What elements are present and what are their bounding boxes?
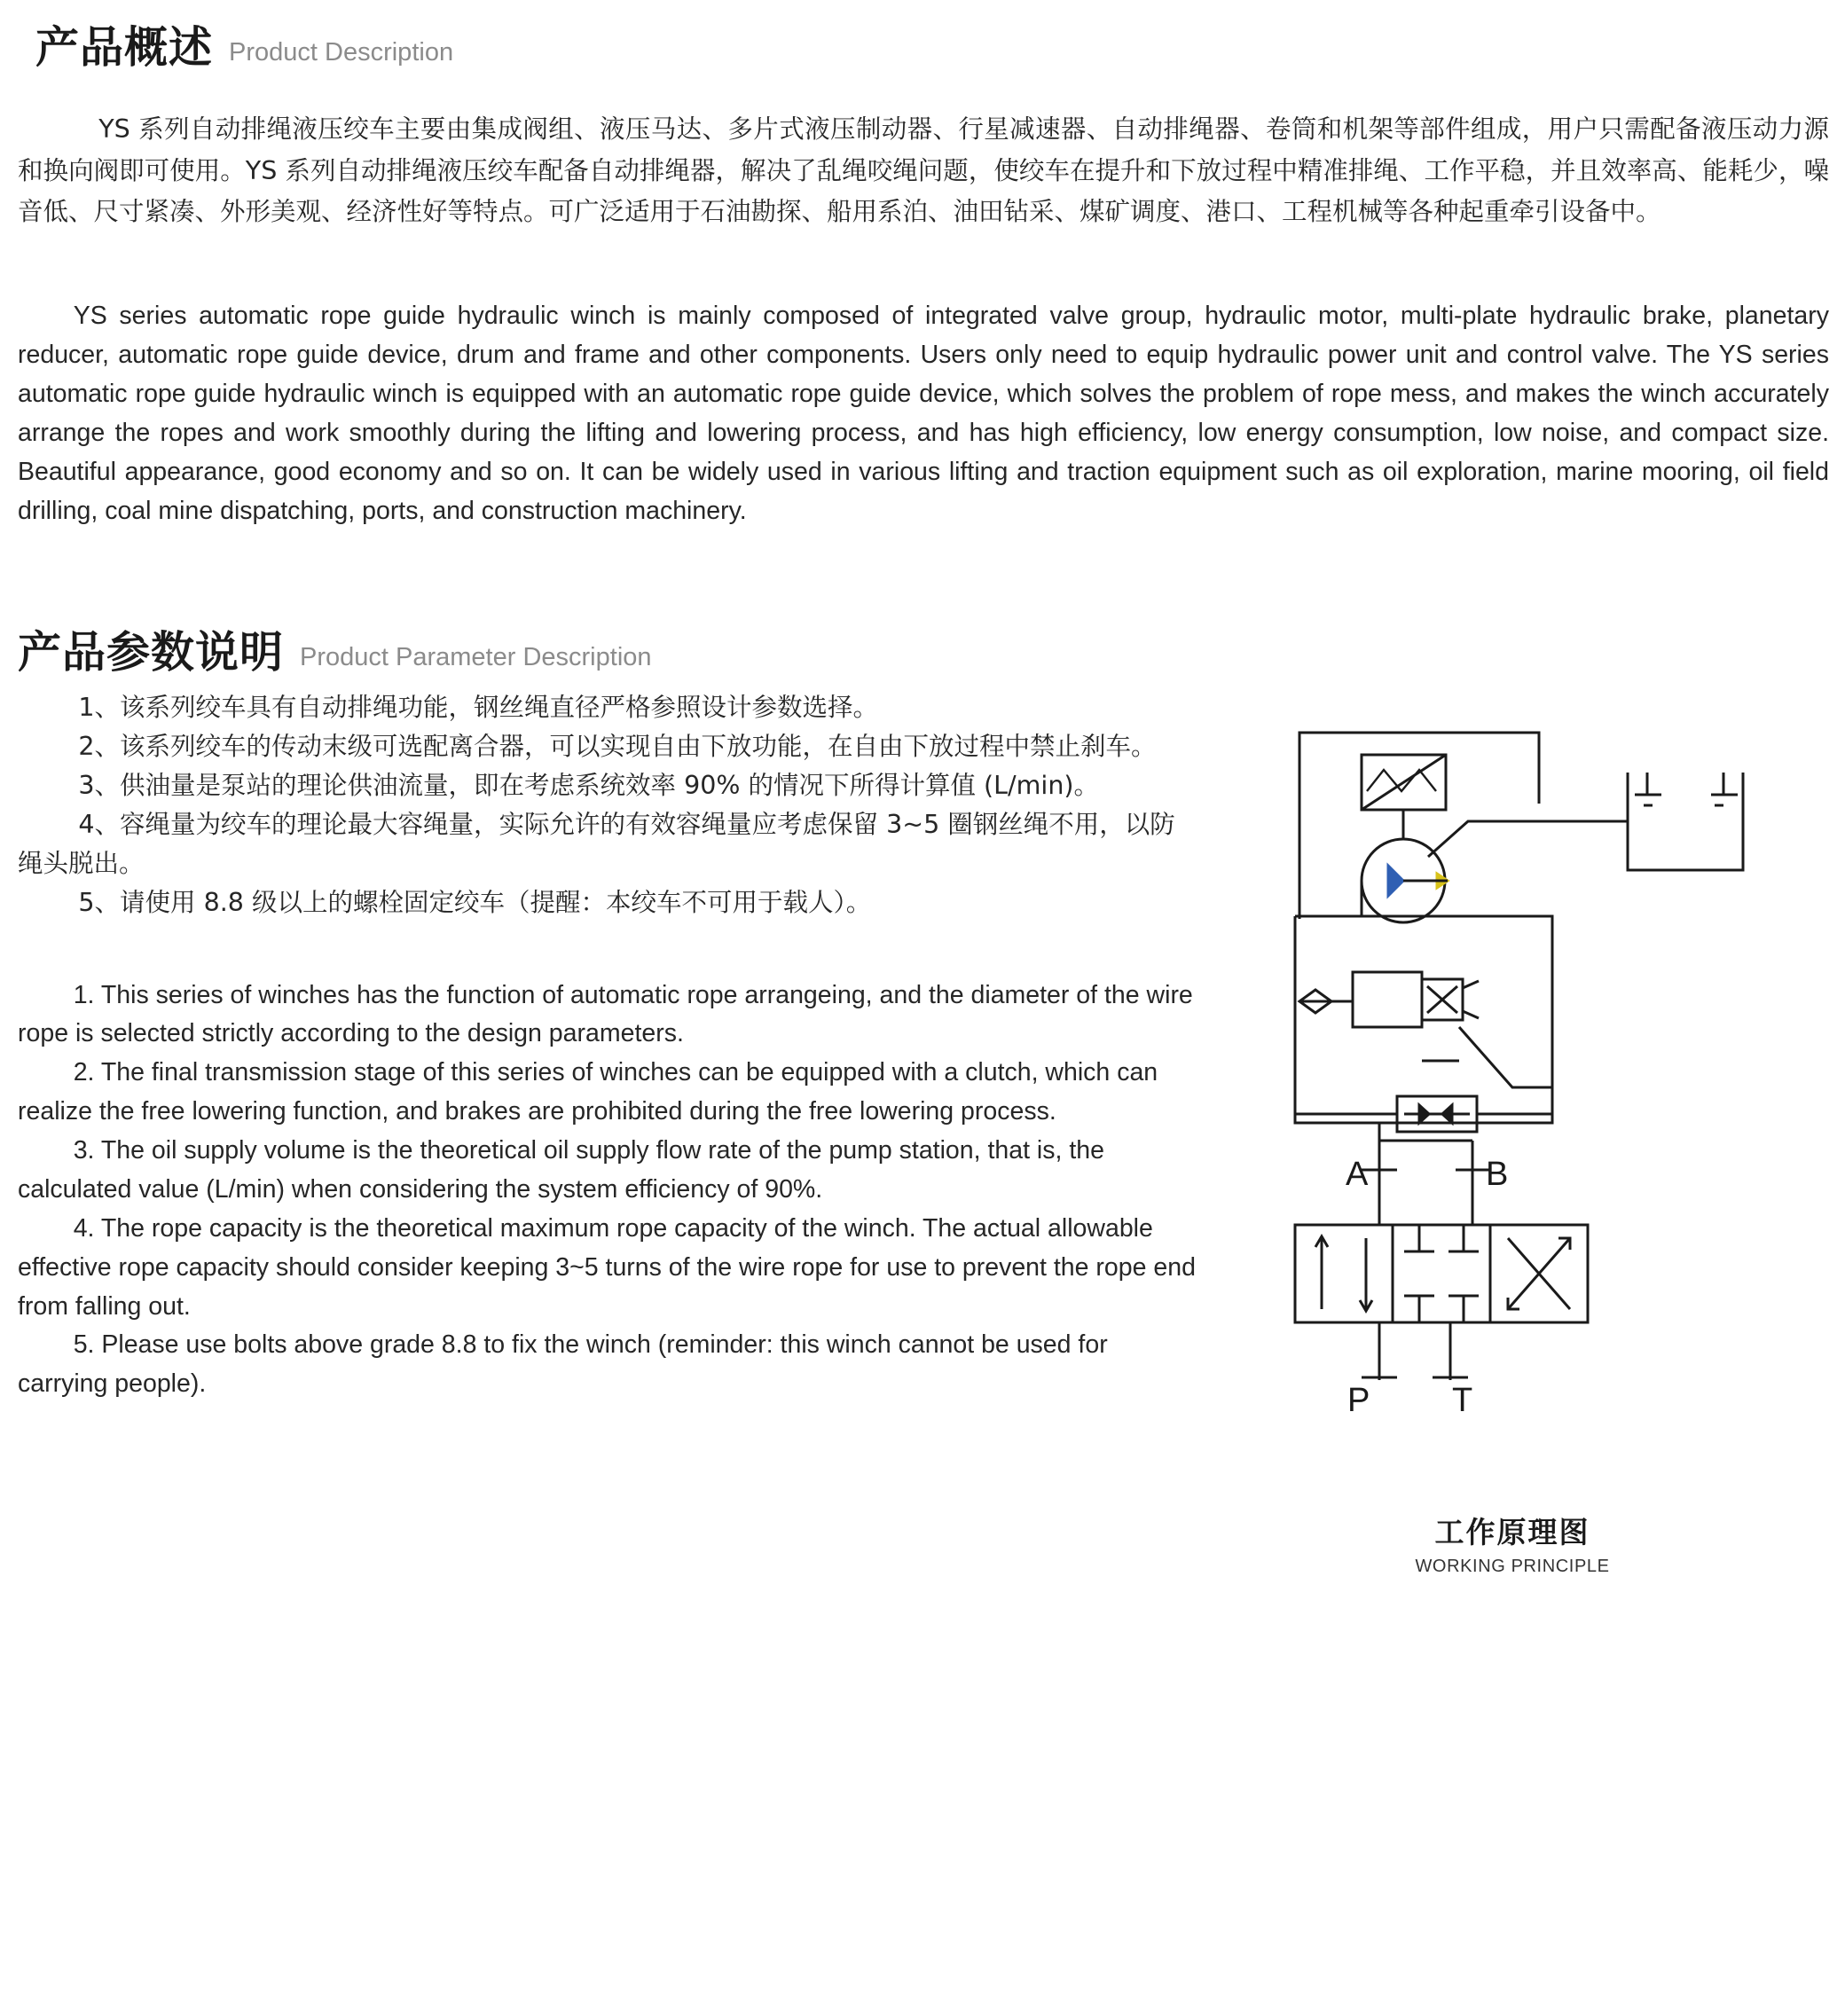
- parameter-list-cn: [18, 688, 1197, 923]
- port-label-p: P: [1347, 1381, 1370, 1419]
- list-item: 5. Please use bolts above grade 8.8 to fix the winch (reminder: this winch cannot be used for carrying people).: [18, 1330, 1108, 1399]
- schematic-column: [1197, 688, 1827, 1577]
- parameters-content-columns: [0, 688, 1845, 1577]
- list-item: 1. This series of winches has the function of automatic rope arrangeing, and the diameter of the wire rope is selected strictly according to the design parameters.: [18, 980, 1193, 1048]
- list-item: 2、该系列绞车的传动末级可选配离合器，可以实现自由下放功能，在自由下放过程中禁止刹车。: [78, 731, 1157, 761]
- parameters-text-column: [18, 688, 1197, 1405]
- product-description-paragraph-cn: YS 系列自动排绳液压绞车主要由集成阀组、液压马达、多片式液压制动器、行星减速器、自动排绳器、卷筒和机架等部件组成，用户只需配备液压动力源和换向阀即可使用。YS 系列自动排绳液压绞车配备自动排绳器，解决了乱绳咬绳问题，使绞车在提升和下放过程中精准排绳、工作平稳，并且效率高、能耗少，噪音低、尺寸紧凑、外形美观、经济性好等特点。可广泛适用于石油勘探、船用系泊、油田钻采、煤矿调度、港口、工程机械等各种起重牵引设备中。: [18, 114, 1829, 226]
- section-title-en: Product Description: [229, 37, 454, 67]
- section-heading-product-description: [18, 22, 1829, 73]
- parameter-list-en: [18, 977, 1197, 1405]
- figure-caption-cn: 工作原理图: [1434, 1514, 1590, 1549]
- list-item: 3. The oil supply volume is the theoretical oil supply flow rate of the pump station, that is, the calculated value (L/min) when considering the system efficiency of 90%.: [18, 1136, 1104, 1204]
- list-item: 3、供油量是泵站的理论供油流量，即在考虑系统效率 90% 的情况下所得计算值 (L/min)。: [78, 770, 1100, 800]
- list-item: 1、该系列绞车具有自动排绳功能，钢丝绳直径严格参照设计参数选择。: [78, 692, 879, 722]
- document-page: [0, 22, 1845, 2016]
- hydraulic-schematic-diagram: [1246, 706, 1778, 1487]
- product-description-paragraph-en: YS series automatic rope guide hydraulic winch is mainly composed of integrated valve group, hydraulic motor, multi-plate hydraulic brake, planetary reducer, automatic rope guide device, drum and frame and other components. Users only need to equip hydraulic power unit and control valve. The YS series automatic rope guide hydraulic winch is equipped with an automatic rope guide device, which solves the problem of rope mess, and makes the winch accurately arrange the ropes and work smoothly during the lifting and lowering process, and has high efficiency, low energy consumption, low noise, and compact size. Beautiful appearance, good economy and so on. It can be widely used in various lifting and traction equipment such as oil exploration, marine mooring, oil field drilling, coal mine dispatching, ports, and construction machinery.: [18, 301, 1829, 526]
- list-item: 4. The rope capacity is the theoretical maximum rope capacity of the winch. The actual allowable effective rope capacity should consider keeping 3~5 turns of the wire rope for use to prevent the rope end from falling out.: [18, 1213, 1196, 1321]
- port-label-t: T: [1452, 1381, 1473, 1419]
- working-principle-figure: [1237, 706, 1787, 1577]
- list-item: 4、容绳量为绞车的理论最大容绳量，实际允许的有效容绳量应考虑保留 3~5 圈钢丝绳不用，以防绳头脱出。: [18, 810, 1175, 879]
- section-title-cn: 产品参数说明: [18, 627, 285, 679]
- list-item: 5、请使用 8.8 级以上的螺栓固定绞车（提醒：本绞车不可用于载人）。: [78, 888, 872, 918]
- port-label-a: A: [1346, 1155, 1369, 1193]
- product-description-section: [0, 22, 1845, 530]
- figure-caption-en: WORKING PRINCIPLE: [1415, 1556, 1610, 1576]
- section-title-cn: 产品概述: [35, 22, 214, 73]
- section-heading-product-parameters: [0, 627, 1845, 679]
- section-title-en: Product Parameter Description: [300, 642, 652, 671]
- list-item: 2. The final transmission stage of this series of winches can be equipped with a clutch, which can realize the free lowering function, and brakes are prohibited during the free lowering process.: [18, 1058, 1158, 1126]
- port-label-b: B: [1486, 1155, 1509, 1193]
